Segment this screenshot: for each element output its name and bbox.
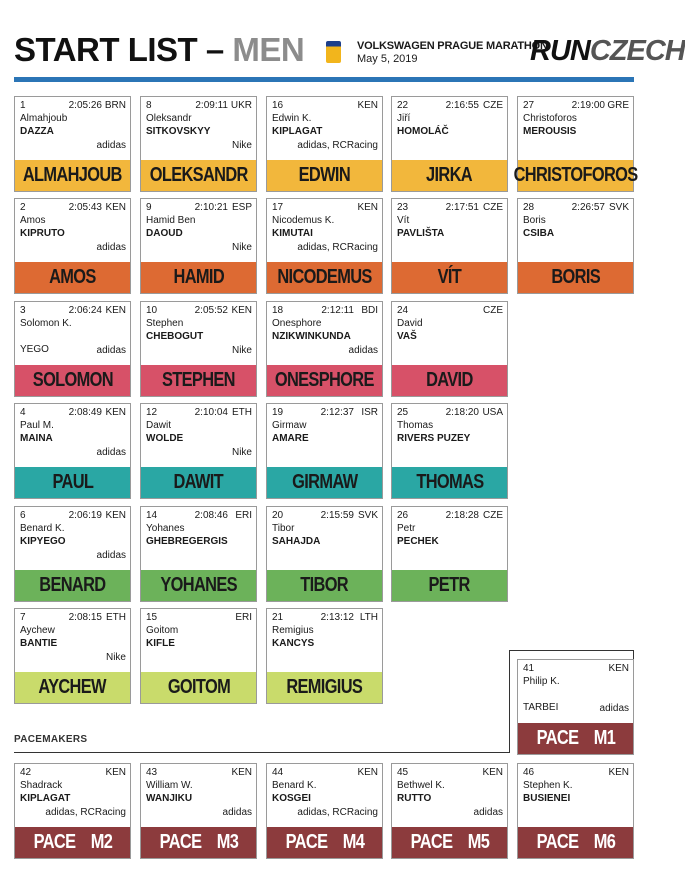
nickname-label: PACE M3 bbox=[159, 831, 238, 853]
nickname-label: PACE M5 bbox=[410, 831, 489, 853]
nickname-label: CHRISTOFOROS bbox=[513, 164, 638, 186]
nickname-band bbox=[15, 262, 130, 293]
first-name: Thomas bbox=[397, 420, 434, 431]
bib-number: 4 bbox=[20, 407, 26, 418]
nickname-label: JIRKA bbox=[426, 164, 473, 186]
first-name: David bbox=[397, 318, 423, 329]
nickname-band bbox=[392, 467, 507, 498]
last-name: BUSIENEI bbox=[523, 793, 571, 804]
country-code: CZE bbox=[483, 305, 503, 316]
last-name: KIPYEGO bbox=[20, 536, 66, 547]
first-name: Oleksandr bbox=[146, 113, 192, 124]
pacemaker-divider-top bbox=[509, 650, 634, 651]
last-name: YEGO bbox=[20, 344, 49, 355]
sponsor: Nike bbox=[105, 652, 126, 663]
nickname-band bbox=[141, 365, 256, 396]
personal-best: 2:08:49 bbox=[68, 407, 102, 418]
last-name: SITKOVSKYY bbox=[146, 126, 211, 137]
personal-best: 2:10:04 bbox=[194, 407, 228, 418]
bib-number: 45 bbox=[397, 767, 409, 778]
bib-number: 28 bbox=[523, 202, 535, 213]
athlete-card bbox=[140, 403, 257, 499]
last-name: BANTIE bbox=[20, 638, 58, 649]
personal-best: 2:09:11 bbox=[195, 100, 228, 111]
event-date: May 5, 2019 bbox=[357, 53, 418, 65]
first-name: William W. bbox=[146, 780, 193, 791]
athlete-card bbox=[14, 403, 131, 499]
nickname-band bbox=[518, 723, 633, 754]
first-name: Nicodemus K. bbox=[272, 215, 335, 226]
athlete-card bbox=[513, 96, 638, 192]
nickname-band bbox=[267, 365, 382, 396]
first-name: Stephen K. bbox=[523, 780, 573, 791]
personal-best: 2:15:59 bbox=[320, 510, 354, 521]
runczech-logo bbox=[530, 34, 685, 68]
sponsor: adidas bbox=[599, 703, 629, 714]
pacemakers-label: PACEMAKERS bbox=[14, 734, 88, 745]
last-name: KIPLAGAT bbox=[272, 126, 323, 137]
personal-best: 2:06:19 bbox=[68, 510, 102, 521]
brand-czech: CZECH bbox=[589, 35, 685, 67]
nickname-label: TIBOR bbox=[300, 574, 349, 596]
last-name: RIVERS PUZEY bbox=[397, 433, 471, 444]
nickname-band bbox=[141, 827, 256, 858]
country-code: KEN bbox=[105, 202, 126, 213]
personal-best: 2:12:11 bbox=[321, 305, 354, 316]
country-code: GRE bbox=[607, 100, 629, 111]
athlete-card bbox=[517, 198, 634, 294]
sponsor: Nike bbox=[231, 242, 252, 253]
last-name: CSIBA bbox=[523, 228, 555, 239]
bib-number: 18 bbox=[272, 305, 284, 316]
header-rule bbox=[14, 77, 634, 82]
first-name: Bethwel K. bbox=[397, 780, 445, 791]
bib-number: 10 bbox=[146, 305, 158, 316]
last-name: MEROUSIS bbox=[523, 126, 577, 137]
sponsor: adidas bbox=[96, 345, 126, 356]
title-men: MEN bbox=[232, 31, 305, 68]
athlete-card bbox=[391, 301, 508, 397]
personal-best: 2:18:28 bbox=[445, 510, 479, 521]
athlete-card bbox=[266, 403, 383, 499]
sponsor: adidas, RCRacing bbox=[45, 807, 126, 818]
country-code: KEN bbox=[231, 767, 252, 778]
nickname-band bbox=[141, 467, 256, 498]
bib-number: 6 bbox=[20, 510, 26, 521]
personal-best: 2:19:00 bbox=[571, 100, 605, 111]
nickname-band bbox=[141, 262, 256, 293]
first-name: Benard K. bbox=[272, 780, 317, 791]
bib-number: 21 bbox=[272, 612, 284, 623]
athlete-card bbox=[517, 659, 634, 755]
athlete-card bbox=[391, 198, 508, 294]
bib-number: 27 bbox=[523, 100, 535, 111]
athlete-card bbox=[266, 198, 383, 294]
personal-best: 2:17:51 bbox=[445, 202, 479, 213]
first-name: Philip K. bbox=[523, 676, 560, 687]
country-code: SVK bbox=[357, 510, 378, 521]
country-code: KEN bbox=[482, 767, 503, 778]
athlete-card bbox=[266, 96, 383, 192]
bib-number: 46 bbox=[523, 767, 535, 778]
page-title bbox=[14, 30, 304, 70]
personal-best: 2:08:46 bbox=[194, 510, 228, 521]
last-name: HOMOLÁČ bbox=[397, 126, 449, 137]
nickname-band bbox=[15, 160, 130, 191]
nickname-label: AYCHEW bbox=[38, 676, 107, 698]
country-code: KEN bbox=[105, 407, 126, 418]
sponsor: adidas, RCRacing bbox=[297, 807, 378, 818]
nickname-label: SOLOMON bbox=[32, 369, 113, 391]
first-name: Goitom bbox=[146, 625, 179, 636]
country-code: ESP bbox=[231, 202, 252, 213]
last-name: CHEBOGUT bbox=[146, 331, 204, 342]
first-name: Amos bbox=[20, 215, 46, 226]
sponsor: adidas bbox=[222, 807, 252, 818]
last-name: WOLDE bbox=[146, 433, 184, 444]
header bbox=[0, 0, 685, 84]
sponsor: adidas, RCRacing bbox=[297, 140, 378, 151]
nickname-label: YOHANES bbox=[160, 574, 237, 596]
bib-number: 25 bbox=[397, 407, 409, 418]
first-name: Jiří bbox=[397, 113, 411, 124]
nickname-label: DAWIT bbox=[173, 471, 224, 493]
country-code: KEN bbox=[357, 202, 378, 213]
athlete-card bbox=[14, 198, 131, 294]
athlete-card bbox=[266, 506, 383, 602]
personal-best: 2:26:57 bbox=[571, 202, 605, 213]
bib-number: 9 bbox=[146, 202, 152, 213]
nickname-band bbox=[267, 570, 382, 601]
last-name: PECHEK bbox=[397, 536, 439, 547]
first-name: Remigius bbox=[272, 625, 314, 636]
athlete-card bbox=[391, 506, 508, 602]
first-name: Paul M. bbox=[20, 420, 54, 431]
first-name: Almahjoub bbox=[20, 113, 68, 124]
first-name: Vít bbox=[397, 215, 410, 226]
nickname-label: REMIGIUS bbox=[286, 676, 363, 698]
sponsor: Nike bbox=[231, 345, 252, 356]
nickname-band bbox=[267, 827, 382, 858]
nickname-label: THOMAS bbox=[415, 471, 484, 493]
last-name: SAHAJDA bbox=[272, 536, 321, 547]
first-name: Dawit bbox=[146, 420, 172, 431]
sponsor: adidas bbox=[96, 140, 126, 151]
first-name: Boris bbox=[523, 215, 546, 226]
bib-number: 1 bbox=[20, 100, 26, 111]
nickname-band bbox=[141, 160, 256, 191]
last-name: KIPRUTO bbox=[20, 228, 65, 239]
last-name: TARBEI bbox=[523, 702, 559, 713]
first-name: Solomon K. bbox=[20, 318, 72, 329]
athlete-card bbox=[14, 608, 131, 704]
country-code: SVK bbox=[608, 202, 629, 213]
country-code: UKR bbox=[230, 100, 252, 111]
last-name: KIMUTAI bbox=[272, 228, 313, 239]
nickname-label: AMOS bbox=[49, 266, 96, 288]
nickname-band bbox=[267, 672, 382, 703]
sponsor: adidas bbox=[473, 807, 503, 818]
nickname-band bbox=[267, 467, 382, 498]
bib-number: 43 bbox=[146, 767, 158, 778]
nickname-label: PAUL bbox=[52, 471, 93, 493]
country-code: KEN bbox=[105, 305, 126, 316]
first-name: Shadrack bbox=[20, 780, 63, 791]
last-name: WANJIKU bbox=[146, 793, 193, 804]
sponsor: adidas, RCRacing bbox=[297, 242, 378, 253]
sponsor: adidas bbox=[96, 447, 126, 458]
athlete-card bbox=[140, 301, 257, 397]
last-name: RUTTO bbox=[397, 793, 432, 804]
country-code: KEN bbox=[105, 510, 126, 521]
athlete-card bbox=[391, 403, 508, 499]
nickname-label: PACE M1 bbox=[536, 727, 615, 749]
last-name: KIPLAGAT bbox=[20, 793, 71, 804]
first-name: Christoforos bbox=[523, 113, 577, 124]
country-code: BRN bbox=[104, 100, 126, 111]
first-name: Girmaw bbox=[272, 420, 307, 431]
bib-number: 42 bbox=[20, 767, 32, 778]
last-name: DAOUD bbox=[146, 228, 183, 239]
last-name: GHEBREGERGIS bbox=[146, 536, 228, 547]
personal-best: 2:06:24 bbox=[68, 305, 102, 316]
first-name: Aychew bbox=[20, 625, 55, 636]
country-code: CZE bbox=[483, 510, 503, 521]
bib-number: 26 bbox=[397, 510, 409, 521]
sponsor: adidas bbox=[348, 345, 378, 356]
athlete-card bbox=[14, 301, 131, 397]
brand-run: RUN bbox=[530, 35, 590, 67]
nickname-band bbox=[141, 570, 256, 601]
bib-number: 17 bbox=[272, 202, 284, 213]
athlete-card bbox=[266, 763, 383, 859]
country-code: ISR bbox=[361, 407, 378, 418]
first-name: Stephen bbox=[146, 318, 184, 329]
athlete-card bbox=[14, 763, 131, 859]
marathon-logo-icon bbox=[326, 41, 341, 63]
nickname-label: NICODEMUS bbox=[277, 266, 372, 288]
nickname-label: GOITOM bbox=[167, 676, 230, 698]
athlete-card bbox=[391, 96, 508, 192]
first-name: Petr bbox=[397, 523, 416, 534]
country-code: KEN bbox=[357, 100, 378, 111]
athlete-card bbox=[266, 301, 383, 397]
country-code: KEN bbox=[608, 663, 629, 674]
athlete-card bbox=[14, 96, 131, 192]
bib-number: 19 bbox=[272, 407, 284, 418]
personal-best: 2:13:12 bbox=[320, 612, 354, 623]
bib-number: 7 bbox=[20, 612, 26, 623]
nickname-band bbox=[15, 672, 130, 703]
last-name: DAZZA bbox=[20, 126, 54, 137]
bib-number: 16 bbox=[272, 100, 284, 111]
bib-number: 3 bbox=[20, 305, 26, 316]
athlete-card bbox=[391, 763, 508, 859]
last-name: PAVLIŠTA bbox=[397, 228, 445, 239]
nickname-label: GIRMAW bbox=[291, 471, 358, 493]
bib-number: 24 bbox=[397, 305, 409, 316]
nickname-band bbox=[267, 262, 382, 293]
athlete-card bbox=[140, 198, 257, 294]
nickname-band bbox=[15, 827, 130, 858]
nickname-label: PACE M6 bbox=[536, 831, 615, 853]
first-name: Edwin K. bbox=[272, 113, 312, 124]
nickname-label: STEPHEN bbox=[162, 369, 235, 391]
personal-best: 2:05:26 bbox=[68, 100, 102, 111]
nickname-label: ONESPHORE bbox=[275, 369, 374, 391]
country-code: USA bbox=[482, 407, 503, 418]
nickname-band bbox=[392, 570, 507, 601]
last-name: NZIKWINKUNDA bbox=[272, 331, 351, 342]
athlete-card bbox=[140, 608, 257, 704]
first-name: Tibor bbox=[272, 523, 295, 534]
country-code: KEN bbox=[105, 767, 126, 778]
personal-best: 2:16:55 bbox=[445, 100, 479, 111]
sponsor: adidas bbox=[96, 242, 126, 253]
personal-best: 2:18:20 bbox=[445, 407, 479, 418]
last-name: MAINA bbox=[20, 433, 53, 444]
sponsor: Nike bbox=[231, 140, 252, 151]
nickname-label: VÍT bbox=[437, 266, 462, 288]
country-code: ERI bbox=[235, 612, 252, 623]
athlete-card bbox=[517, 763, 634, 859]
country-code: KEN bbox=[357, 767, 378, 778]
bib-number: 15 bbox=[146, 612, 158, 623]
bib-number: 22 bbox=[397, 100, 409, 111]
first-name: Hamid Ben bbox=[146, 215, 196, 226]
bib-number: 23 bbox=[397, 202, 409, 213]
first-name: Onesphore bbox=[272, 318, 322, 329]
bib-number: 12 bbox=[146, 407, 158, 418]
country-code: CZE bbox=[483, 202, 503, 213]
country-code: LTH bbox=[359, 612, 378, 623]
nickname-label: PACE M2 bbox=[33, 831, 112, 853]
last-name: KOSGEI bbox=[272, 793, 311, 804]
nickname-band bbox=[392, 262, 507, 293]
athlete-card bbox=[140, 763, 257, 859]
personal-best: 2:12:37 bbox=[320, 407, 354, 418]
nickname-band bbox=[518, 827, 633, 858]
nickname-label: PACE M4 bbox=[285, 831, 364, 853]
country-code: ETH bbox=[232, 407, 252, 418]
bib-number: 2 bbox=[20, 202, 26, 213]
nickname-label: BENARD bbox=[39, 574, 106, 596]
country-code: ETH bbox=[106, 612, 126, 623]
last-name: VAŠ bbox=[397, 331, 417, 342]
nickname-label: EDWIN bbox=[298, 164, 351, 186]
country-code: KEN bbox=[608, 767, 629, 778]
title-dash: – bbox=[205, 31, 224, 68]
personal-best: 2:10:21 bbox=[194, 202, 228, 213]
country-code: CZE bbox=[483, 100, 503, 111]
personal-best: 2:05:52 bbox=[194, 305, 228, 316]
event-name: VOLKSWAGEN PRAGUE MARATHON bbox=[357, 40, 548, 52]
pacemaker-divider bbox=[14, 752, 509, 753]
last-name: KANCYS bbox=[272, 638, 315, 649]
nickname-band bbox=[15, 570, 130, 601]
first-name: Yohanes bbox=[146, 523, 185, 534]
last-name: KIFLE bbox=[146, 638, 175, 649]
country-code: ERI bbox=[235, 510, 252, 521]
athlete-card bbox=[266, 608, 383, 704]
country-code: KEN bbox=[231, 305, 252, 316]
nickname-band bbox=[392, 160, 507, 191]
bib-number: 44 bbox=[272, 767, 284, 778]
nickname-band bbox=[518, 262, 633, 293]
nickname-label: OLEKSANDR bbox=[149, 164, 248, 186]
nickname-label: PETR bbox=[428, 574, 471, 596]
first-name: Benard K. bbox=[20, 523, 65, 534]
pacemaker-divider-vertical bbox=[509, 650, 510, 753]
athlete-card bbox=[14, 506, 131, 602]
personal-best: 2:05:43 bbox=[68, 202, 102, 213]
country-code: BDI bbox=[361, 305, 378, 316]
nickname-band bbox=[513, 160, 638, 191]
nickname-label: DAVID bbox=[426, 369, 473, 391]
sponsor: adidas bbox=[96, 550, 126, 561]
athlete-card bbox=[140, 96, 257, 192]
nickname-band bbox=[392, 365, 507, 396]
nickname-label: ALMAHJOUB bbox=[23, 164, 122, 186]
title-start-list: START LIST bbox=[14, 31, 198, 68]
bib-number: 8 bbox=[146, 100, 152, 111]
bib-number: 20 bbox=[272, 510, 284, 521]
last-name: AMARE bbox=[272, 433, 309, 444]
nickname-band bbox=[15, 467, 130, 498]
personal-best: 2:08:15 bbox=[68, 612, 102, 623]
bib-number: 41 bbox=[523, 663, 535, 674]
nickname-band bbox=[392, 827, 507, 858]
bib-number: 14 bbox=[146, 510, 158, 521]
nickname-band bbox=[267, 160, 382, 191]
nickname-band bbox=[15, 365, 130, 396]
athlete-card bbox=[140, 506, 257, 602]
nickname-label: HAMID bbox=[173, 266, 224, 288]
nickname-band bbox=[141, 672, 256, 703]
sponsor: Nike bbox=[231, 447, 252, 458]
nickname-label: BORIS bbox=[551, 266, 600, 288]
